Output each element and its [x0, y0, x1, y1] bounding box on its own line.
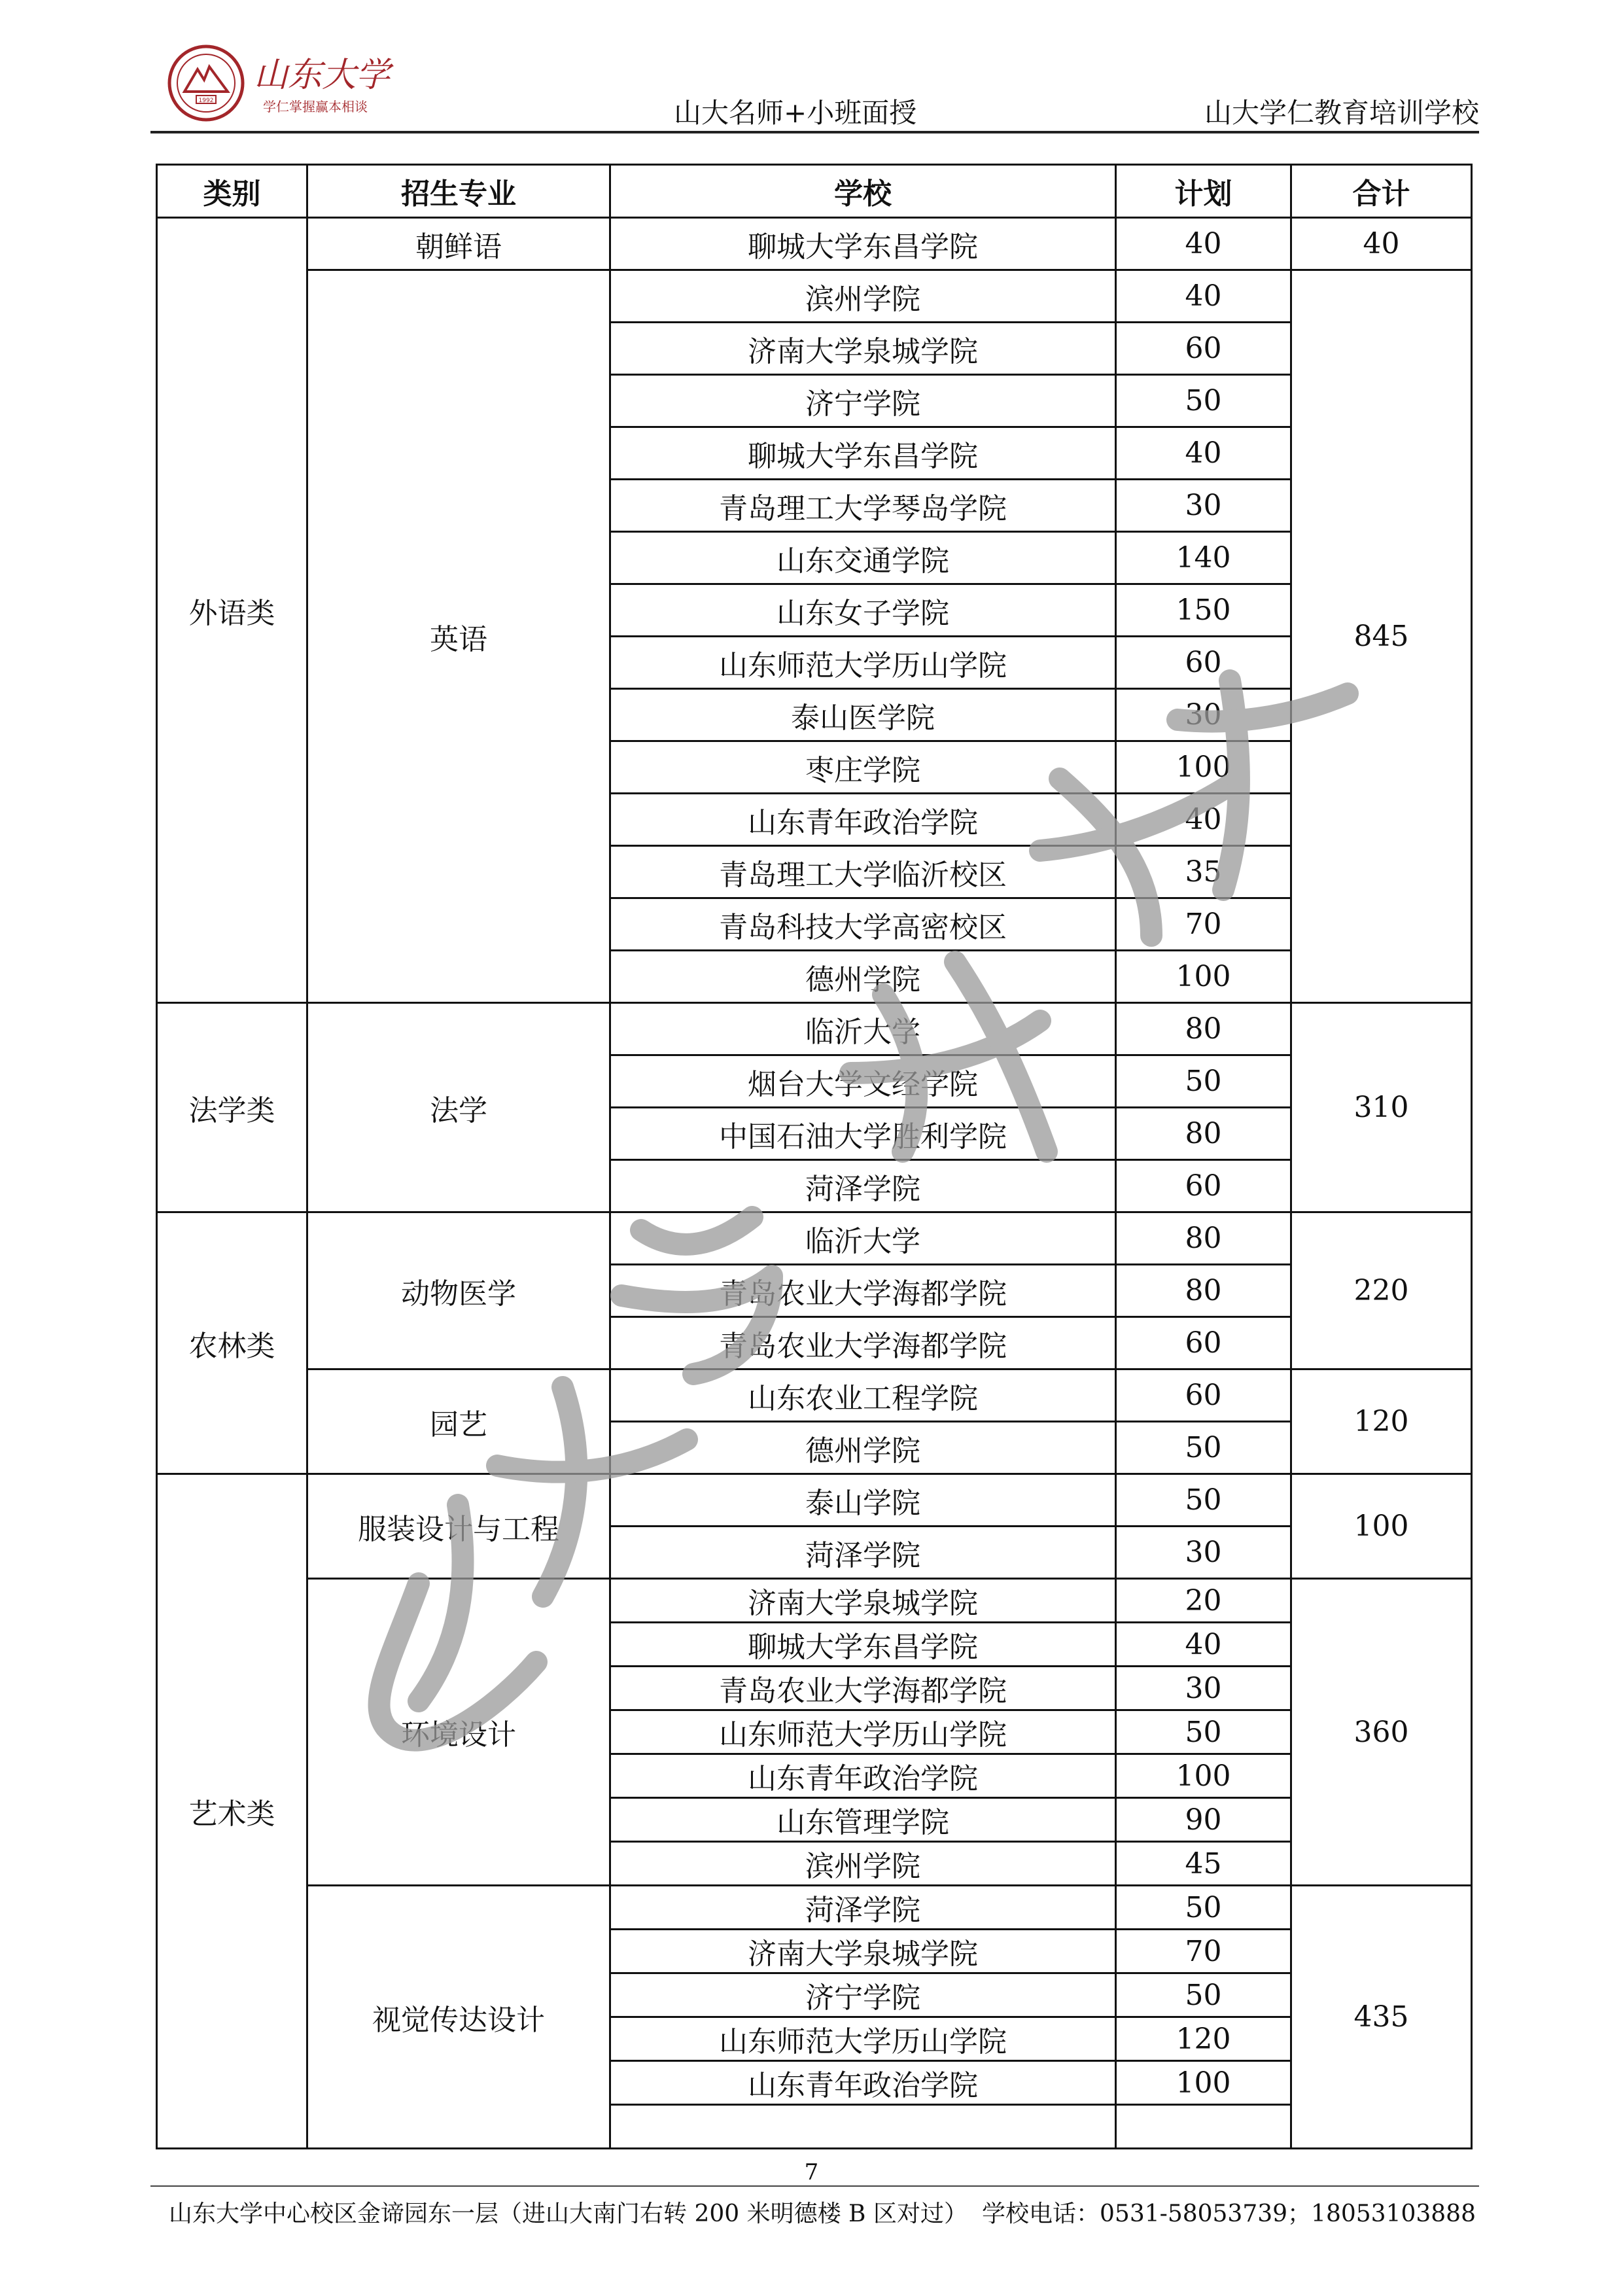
major-cell: 视觉传达设计 [307, 1886, 610, 2149]
school-cell: 菏泽学院 [610, 1527, 1116, 1579]
school-cell: 济南大学泉城学院 [610, 323, 1116, 375]
category-cell: 法学类 [157, 1003, 307, 1212]
enrollment-plan-table [156, 164, 1473, 2149]
header-plan: 计划 [1116, 165, 1291, 218]
plan-cell: 60 [1116, 1317, 1291, 1369]
table-row [157, 1212, 1472, 1265]
school-cell: 中国石油大学胜利学院 [610, 1108, 1116, 1160]
total-cell: 40 [1291, 218, 1472, 270]
school-cell: 山东交通学院 [610, 532, 1116, 584]
school-cell [610, 2105, 1116, 2149]
school-cell: 济南大学泉城学院 [610, 1930, 1116, 1973]
plan-cell: 20 [1116, 1579, 1291, 1623]
school-cell: 聊城大学东昌学院 [610, 427, 1116, 480]
logo-motto: 学仁掌握赢本相谈 [263, 99, 368, 115]
school-cell: 菏泽学院 [610, 1160, 1116, 1212]
plan-cell: 60 [1116, 637, 1291, 689]
plan-cell: 50 [1116, 1422, 1291, 1474]
header-slogan: 山大名师+小班面授 [674, 97, 917, 129]
table-row [157, 270, 1472, 323]
plan-cell: 90 [1116, 1798, 1291, 1842]
plan-cell: 60 [1116, 1160, 1291, 1212]
major-cell: 园艺 [307, 1369, 610, 1474]
total-cell: 845 [1291, 270, 1472, 1003]
footer-address: 山东大学中心校区金谛园东一层（进山大南门右转 200 米明德楼 B 区对过） [169, 2200, 968, 2227]
school-cell: 烟台大学文经学院 [610, 1055, 1116, 1108]
plan-cell: 100 [1116, 1754, 1291, 1798]
table-row [157, 1886, 1472, 1930]
footer-divider [150, 2185, 1479, 2187]
table-row [157, 218, 1472, 270]
plan-cell: 60 [1116, 323, 1291, 375]
plan-cell: 50 [1116, 1710, 1291, 1754]
plan-cell: 45 [1116, 1842, 1291, 1886]
header-school-name: 山大学仁教育培训学校 [1204, 97, 1479, 129]
school-cell: 青岛农业大学海都学院 [610, 1265, 1116, 1317]
school-cell: 滨州学院 [610, 270, 1116, 323]
plan-cell: 40 [1116, 218, 1291, 270]
header-school: 学校 [610, 165, 1116, 218]
total-cell: 120 [1291, 1369, 1472, 1474]
table-row [157, 1579, 1472, 1623]
plan-cell: 150 [1116, 584, 1291, 637]
shandong-university-logo [164, 41, 406, 126]
school-cell: 山东青年政治学院 [610, 1754, 1116, 1798]
plan-cell: 35 [1116, 846, 1291, 898]
total-cell: 220 [1291, 1212, 1472, 1369]
plan-cell: 40 [1116, 427, 1291, 480]
table-row [157, 1003, 1472, 1055]
page-number: 7 [804, 2159, 819, 2185]
plan-cell: 40 [1116, 270, 1291, 323]
school-cell: 泰山医学院 [610, 689, 1116, 741]
plan-cell: 70 [1116, 898, 1291, 951]
total-cell: 310 [1291, 1003, 1472, 1212]
plan-cell: 80 [1116, 1212, 1291, 1265]
major-cell: 服装设计与工程 [307, 1474, 610, 1579]
plan-cell: 50 [1116, 1055, 1291, 1108]
school-cell: 青岛理工大学临沂校区 [610, 846, 1116, 898]
school-cell: 青岛理工大学琴岛学院 [610, 480, 1116, 532]
category-cell: 艺术类 [157, 1474, 307, 2149]
school-cell: 山东师范大学历山学院 [610, 1710, 1116, 1754]
footer-phone: 学校电话：0531-58053739；18053103888 [982, 2200, 1476, 2227]
plan-cell: 100 [1116, 2061, 1291, 2105]
school-cell: 山东女子学院 [610, 584, 1116, 637]
school-cell: 青岛农业大学海都学院 [610, 1667, 1116, 1710]
table-row [157, 1474, 1472, 1527]
school-cell: 菏泽学院 [610, 1886, 1116, 1930]
school-cell: 临沂大学 [610, 1003, 1116, 1055]
logo-wordmark: 山东大学 [254, 56, 391, 95]
total-cell: 360 [1291, 1579, 1472, 1886]
header-divider [150, 131, 1479, 133]
plan-cell: 60 [1116, 1369, 1291, 1422]
table-header-row [157, 165, 1472, 218]
plan-cell: 50 [1116, 1973, 1291, 2017]
school-cell: 济南大学泉城学院 [610, 1579, 1116, 1623]
school-cell: 山东管理学院 [610, 1798, 1116, 1842]
header-major: 招生专业 [307, 165, 610, 218]
category-cell: 农林类 [157, 1212, 307, 1474]
school-cell: 临沂大学 [610, 1212, 1116, 1265]
plan-cell: 50 [1116, 1474, 1291, 1527]
school-cell: 泰山学院 [610, 1474, 1116, 1527]
header-category: 类别 [157, 165, 307, 218]
major-cell: 法学 [307, 1003, 610, 1212]
major-cell: 英语 [307, 270, 610, 1003]
plan-cell: 140 [1116, 532, 1291, 584]
total-cell: 100 [1291, 1474, 1472, 1579]
plan-cell: 50 [1116, 1886, 1291, 1930]
school-cell: 济宁学院 [610, 375, 1116, 427]
plan-cell: 50 [1116, 375, 1291, 427]
category-cell: 外语类 [157, 218, 307, 1003]
major-cell: 环境设计 [307, 1579, 610, 1886]
plan-cell: 30 [1116, 480, 1291, 532]
school-cell: 聊城大学东昌学院 [610, 1623, 1116, 1667]
school-cell: 枣庄学院 [610, 741, 1116, 794]
school-cell: 山东青年政治学院 [610, 2061, 1116, 2105]
school-cell: 山东青年政治学院 [610, 794, 1116, 846]
major-cell: 动物医学 [307, 1212, 610, 1369]
school-cell: 德州学院 [610, 1422, 1116, 1474]
plan-cell: 40 [1116, 1623, 1291, 1667]
plan-cell [1116, 2105, 1291, 2149]
total-cell: 435 [1291, 1886, 1472, 2149]
major-cell: 朝鲜语 [307, 218, 610, 270]
plan-cell: 80 [1116, 1265, 1291, 1317]
school-cell: 德州学院 [610, 951, 1116, 1003]
school-cell: 青岛农业大学海都学院 [610, 1317, 1116, 1369]
table-row [157, 1369, 1472, 1422]
plan-cell: 30 [1116, 689, 1291, 741]
school-cell: 青岛科技大学高密校区 [610, 898, 1116, 951]
plan-cell: 70 [1116, 1930, 1291, 1973]
school-cell: 滨州学院 [610, 1842, 1116, 1886]
school-cell: 聊城大学东昌学院 [610, 218, 1116, 270]
plan-cell: 30 [1116, 1527, 1291, 1579]
plan-cell: 80 [1116, 1003, 1291, 1055]
plan-cell: 80 [1116, 1108, 1291, 1160]
plan-cell: 120 [1116, 2017, 1291, 2061]
header-total: 合计 [1291, 165, 1472, 218]
plan-cell: 100 [1116, 951, 1291, 1003]
plan-cell: 40 [1116, 794, 1291, 846]
school-cell: 济宁学院 [610, 1973, 1116, 2017]
school-cell: 山东师范大学历山学院 [610, 637, 1116, 689]
plan-cell: 30 [1116, 1667, 1291, 1710]
school-cell: 山东师范大学历山学院 [610, 2017, 1116, 2061]
plan-cell: 100 [1116, 741, 1291, 794]
school-cell: 山东农业工程学院 [610, 1369, 1116, 1422]
logo-year: 1992 [198, 97, 214, 104]
